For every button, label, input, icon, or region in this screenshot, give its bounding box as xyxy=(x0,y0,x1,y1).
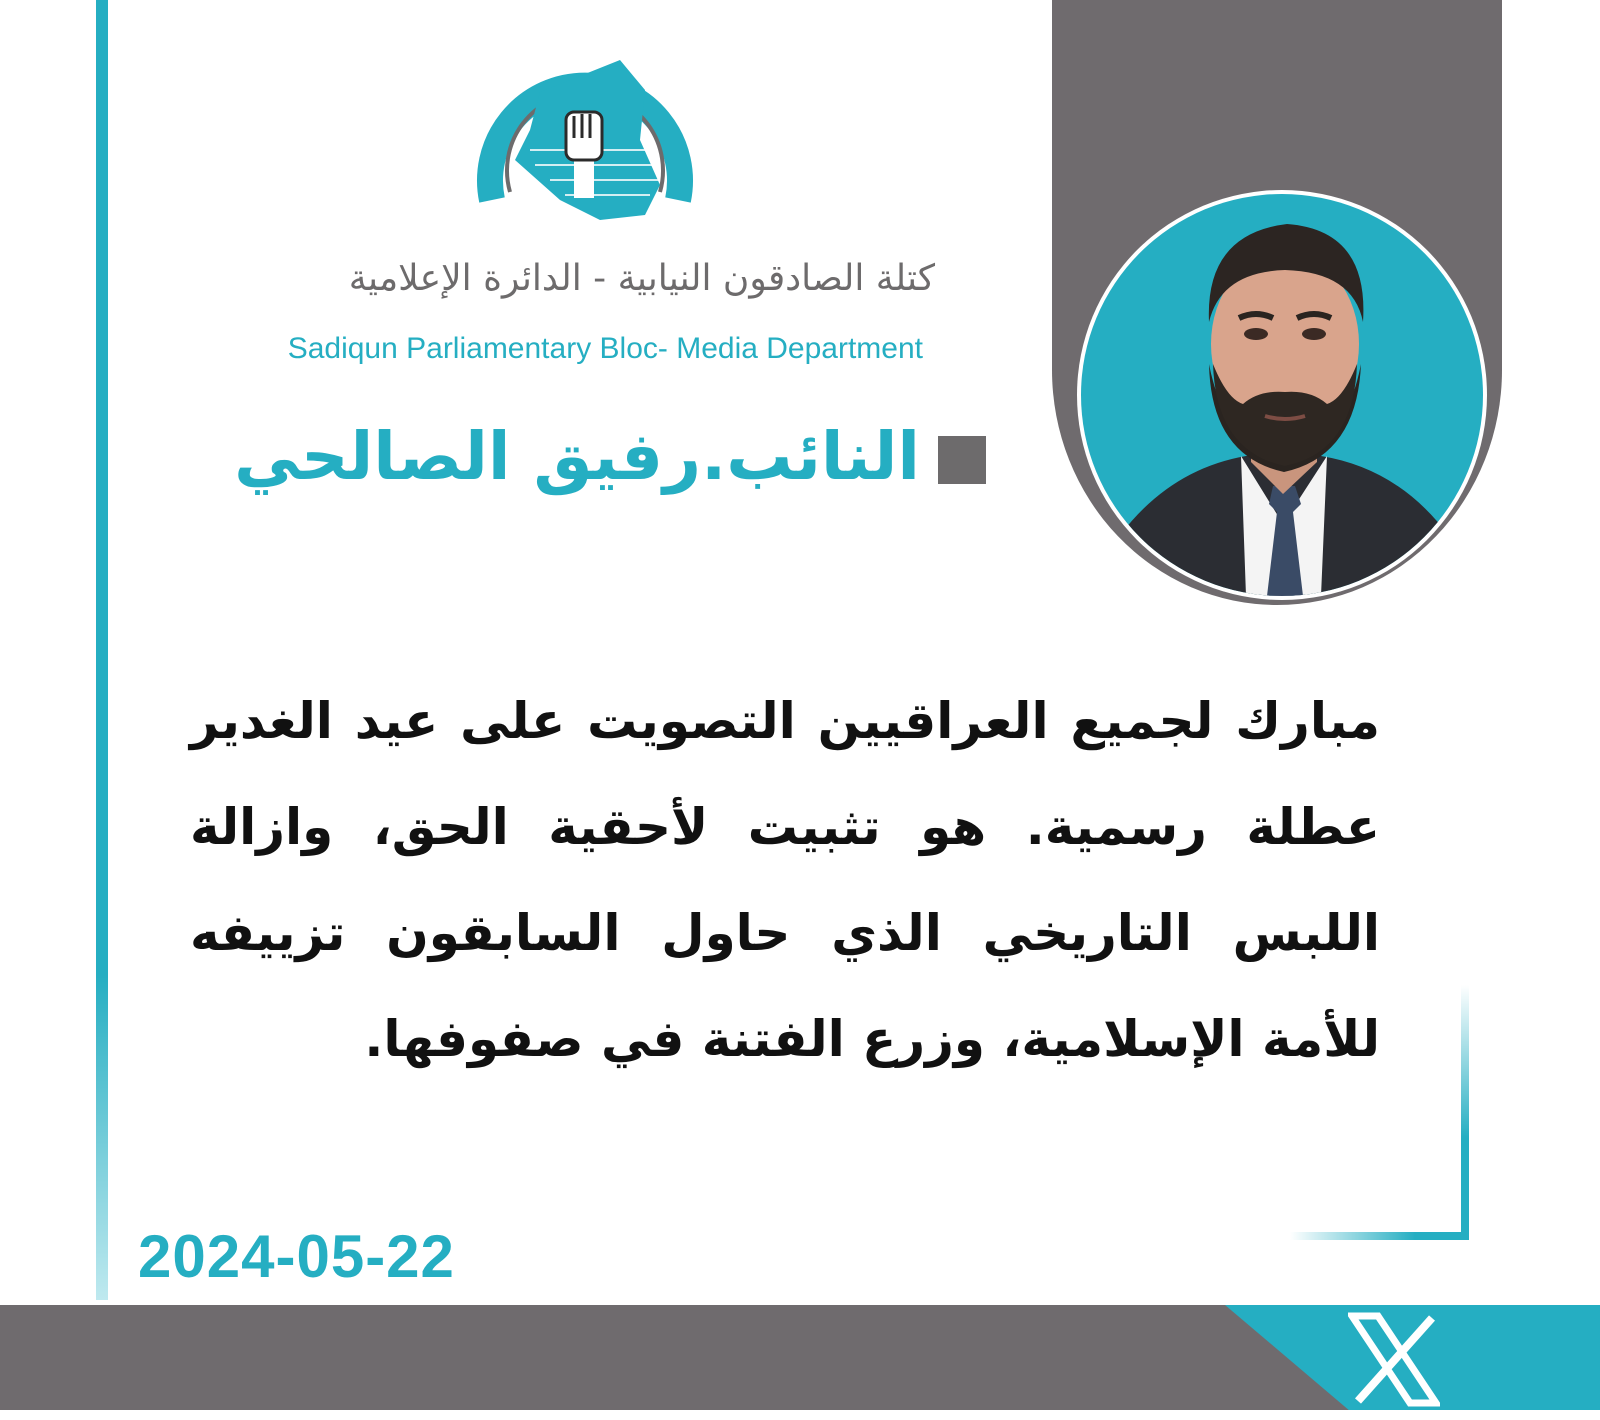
bloc-title-english: Sadiqun Parliamentary Bloc- Media Department xyxy=(287,332,923,365)
statement-bracket-horizontal xyxy=(1290,1232,1469,1240)
bloc-title-arabic: كتلة الصادقون النيابية - الدائرة الإعلامية xyxy=(348,258,935,299)
mp-portrait xyxy=(1081,194,1483,596)
x-logo-icon[interactable] xyxy=(1348,1312,1440,1407)
statement-bracket-vertical xyxy=(1461,985,1469,1240)
post-date: 2024-05-22 xyxy=(138,1223,455,1290)
mp-name: النائب.رفيق الصالحي xyxy=(234,418,920,495)
statement-text: مبارك لجميع العراقيين التصويت على عيد الغدير عطلة رسمية. هو تثبيت لأحقية الحق، وازالة اللبس التاريخي الذي حاول السابقون تزييفه للأمة الإسلامية، وزرع الفتنة في صفوفها. xyxy=(190,692,1380,1068)
sadiqun-logo xyxy=(470,20,700,235)
portrait-frame xyxy=(1077,190,1487,600)
name-marker-square xyxy=(938,436,986,484)
left-accent-bar xyxy=(96,0,108,1300)
